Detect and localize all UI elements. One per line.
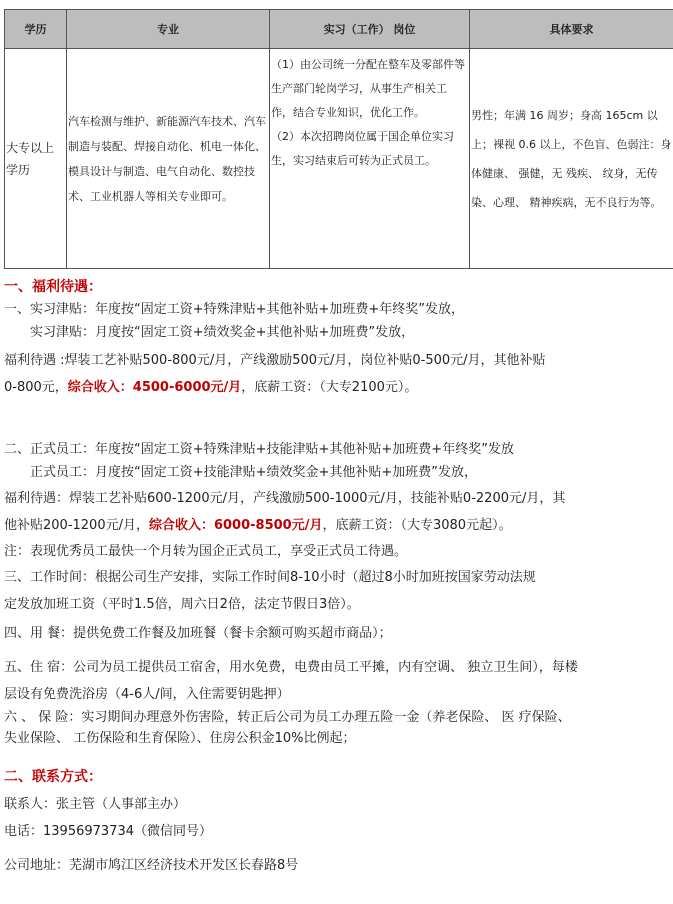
cell-requirements: 男性；年满 16 周岁；身高 165cm 以上；裸视 0.6 以上，不色盲、色弱注：身体健康、 强健，无 残疾、 纹身，无传染、心理、 精神疾病，无不良行为等。	[470, 49, 673, 269]
formal-monthly-pay: 正式员工：月度按“固定工资+技能津贴+绩效奖金+其他补贴+加班费”发放，	[30, 465, 478, 480]
housing-line1: 五、住 宿：公司为员工提供员工宿舍，用水免费，电费由员工平摊，内有空调、 独立卫生间），每楼	[4, 660, 578, 675]
header-education: 学历	[5, 10, 67, 49]
welfare-section-title: 一、福利待遇：	[4, 279, 102, 295]
contact-person: 联系人：张主管（人事部主办）	[4, 797, 187, 812]
intern-total-income: 综合收入：4500-6000元/月	[67, 380, 242, 395]
formal-total-income: 综合收入：6000-8500元/月	[148, 518, 323, 533]
header-position: 实习（工作） 岗位	[270, 10, 470, 49]
cell-education: 大专以上学历	[5, 49, 67, 269]
table-header-row	[5, 10, 673, 49]
header-requirements: 具体要求	[470, 10, 673, 49]
work-time-line2: 定发放加班工资（平时1.5倍，周六日2倍，法定节假日3倍）。	[4, 597, 360, 612]
intern-monthly-pay: 实习津贴：月度按“固定工资+绩效奖金+其他补贴+加班费”发放，	[30, 325, 415, 340]
intern-welfare-line1: 福利待遇 :焊装工艺补贴500-800元/月，产线激励500元/月，岗位补贴0-500元/月，其他补贴	[4, 353, 546, 368]
position-item-2: （2）本次招聘岗位属于国企单位实习生，实习结束后可转为正式员工。	[271, 130, 454, 167]
cell-position	[270, 49, 470, 269]
contact-phone: 电话：13956973734（微信同号）	[4, 824, 212, 839]
company-address: 公司地址：芜湖市鸠江区经济技术开发区长春路8号	[4, 858, 299, 873]
intern-annual-pay: 一、实习津贴：年度按“固定工资+特殊津贴+其他补贴+加班费+年终奖”发放，	[4, 302, 465, 317]
intern-welfare-line2: 0-800元，综合收入：4500-6000元/月，底薪工资：（大专2100元）。	[4, 380, 418, 395]
cell-majors: 汽车检测与维护、新能源汽车技术、汽车制造与装配、焊接自动化、机电一体化、模具设计与制造、电气自动化、数控技术、工业机器人等相关专业即可。	[67, 49, 270, 269]
note-text: 注：表现优秀员工最快一个月转为国企正式员工，享受正式员工待遇。	[4, 544, 408, 559]
insurance-line1: 六 、 保 险：实习期间办理意外伤害险，转正后公司为员工办理五险一金（养老保险、 医 疗保险、	[4, 710, 571, 725]
insurance-line2: 失业保险、 工伤保险和生育保险）、住房公积金10%比例起；	[4, 731, 356, 746]
position-item-1: （1）由公司统一分配在整车及零部件等生产部门轮岗学习，从事生产相关工作，结合专业知识，优化工作。	[271, 58, 465, 119]
requirements-table	[4, 9, 673, 269]
header-major: 专业	[67, 10, 270, 49]
formal-welfare-line2: 他补贴200-1200元/月，综合收入：6000-8500元/月，底薪工资：（大专3080元起）。	[4, 518, 512, 533]
formal-welfare-line1: 福利待遇：焊装工艺补贴600-1200元/月，产线激励500-1000元/月，技能补贴0-2200元/月，其	[4, 491, 566, 506]
meals-text: 四、用 餐：提供免费工作餐及加班餐（餐卡余额可购买超市商品）；	[4, 626, 392, 641]
contact-section-title: 二、联系方式：	[4, 769, 102, 785]
formal-annual-pay: 二、正式员工：年度按“固定工资+特殊津贴+技能津贴+其他补贴+加班费+年终奖”发放	[4, 442, 514, 457]
housing-line2: 层设有免费洗浴房（4-6人/间，入住需要钥匙押）	[4, 687, 290, 702]
work-time-line1: 三、工作时间：根据公司生产安排，实际工作时间8-10小时（超过8小时加班按国家劳动法规	[4, 570, 536, 585]
table-row	[5, 49, 673, 269]
